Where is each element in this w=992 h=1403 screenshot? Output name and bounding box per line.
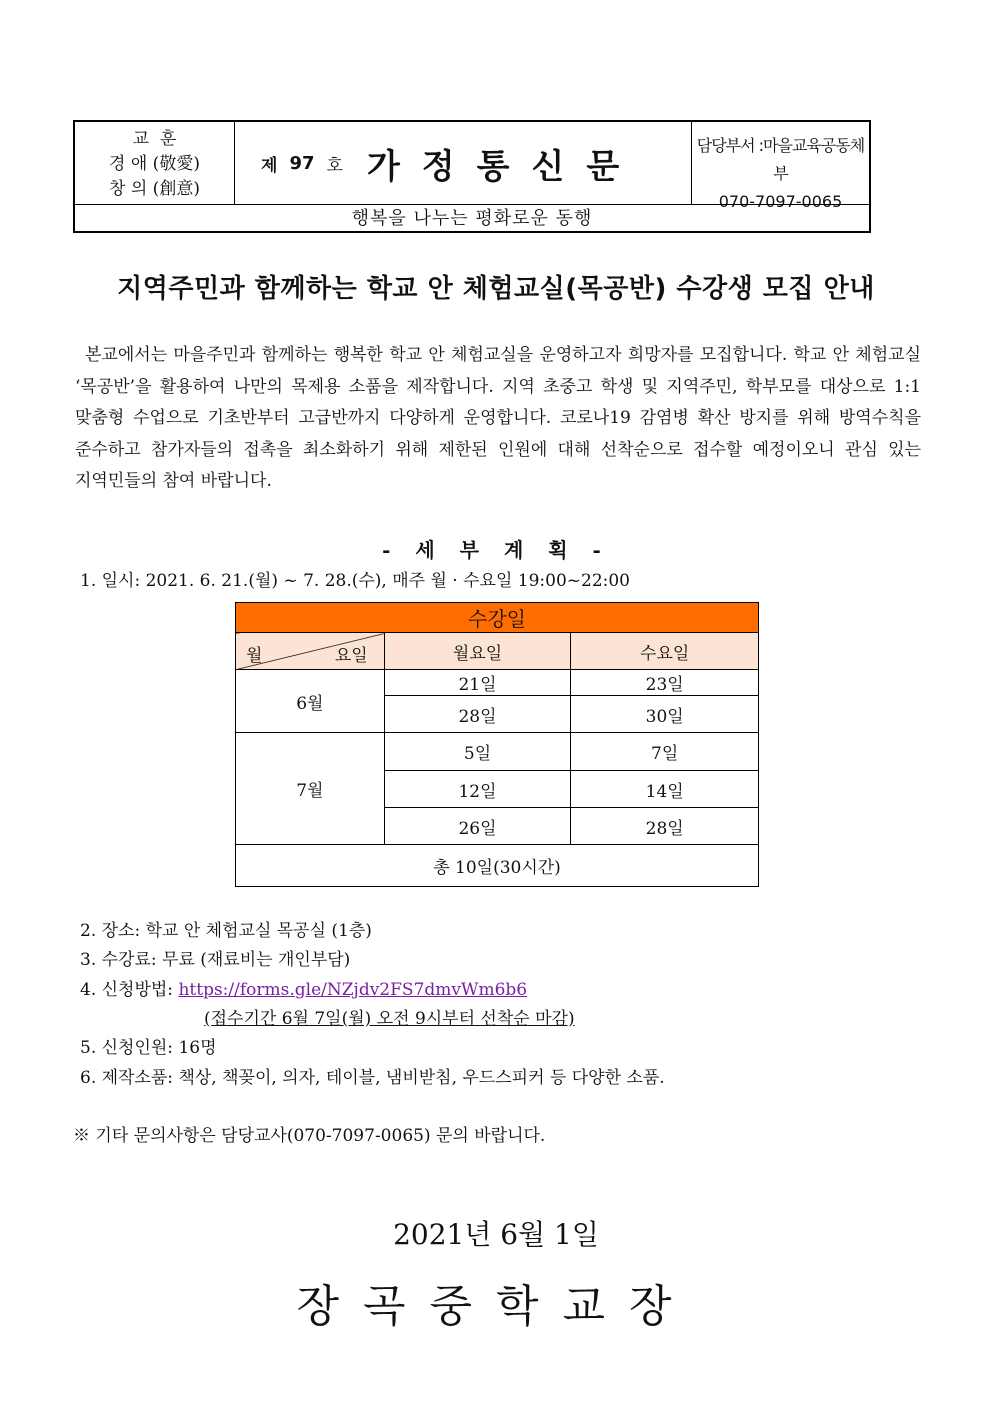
table-cell: 5일 xyxy=(384,733,571,771)
diag-day-label: 요일 xyxy=(334,646,368,666)
diagonal-header-cell xyxy=(236,633,385,670)
issue-suffix: 호 xyxy=(326,155,343,176)
paper-title: 가정통신문 xyxy=(366,146,642,187)
issue-title-cell xyxy=(235,122,692,204)
item-capacity: 5. 신청인원: 16명 xyxy=(80,1038,217,1058)
section-heading: - 세 부 계 획 - xyxy=(382,538,610,562)
table-cell: 7일 xyxy=(571,733,759,771)
table-total: 총 10일(30시간) xyxy=(236,845,759,887)
table-cell: 28일 xyxy=(571,808,759,845)
department-phone: 070-7097-0065 xyxy=(718,192,843,211)
apply-label: 4. 신청방법: xyxy=(80,980,179,1000)
school-motto xyxy=(75,122,235,204)
intro-text: 본교에서는 마을주민과 함께하는 행복한 학교 안 체험교실을 운영하고자 희망자를 모집합니다. 학교 안 체험교실 ‘목공반’을 활용하여 나만의 목제용 소품을 제작합니다. 지역 초중고 학생 및 지역주민, 학부모를 대상으로 1:1 맞춤형 수업으로 기초반부터 고급반까지 다양하게 운영합니다. 코로나19 감염병 확산 방지를 위해 방역수칙을 준수하고 참가자들의 접촉을 최소화하기 위해 제한된 인원에 대해 선착순으로 접수할 예정이오니 관심 있는 지역민들의 참여 바랍니다. xyxy=(75,345,921,491)
item-products: 6. 제작소품: 책상, 책꽂이, 의자, 테이블, 냄비받침, 우드스피커 등 다양한 소품. xyxy=(80,1068,665,1088)
motto-line-2: 창 의 (創意) xyxy=(109,179,200,199)
item-apply xyxy=(80,978,527,1002)
contact-note: ※ 기타 문의사항은 담당교사(070-7097-0065) 문의 바랍니다. xyxy=(73,1126,546,1146)
table-cell: 28일 xyxy=(384,696,571,733)
intro-paragraph xyxy=(75,340,921,498)
diag-month-label: 월 xyxy=(246,646,263,666)
month-july: 7월 xyxy=(236,733,385,845)
column-monday: 월요일 xyxy=(384,633,571,670)
item-fee: 3. 수강료: 무료 (재료비는 개인부담) xyxy=(80,950,351,970)
table-cell: 21일 xyxy=(384,670,571,696)
department-cell xyxy=(692,122,869,214)
table-cell: 14일 xyxy=(571,771,759,808)
item-place: 2. 장소: 학교 안 체험교실 목공실 (1층) xyxy=(80,921,372,941)
motto-title: 교 훈 xyxy=(132,129,177,149)
table-cell: 12일 xyxy=(384,771,571,808)
schedule-line: 1. 일시: 2021. 6. 21.(월) ~ 7. 28.(수), 매주 월 · 수요일 19:00~22:00 xyxy=(80,571,630,591)
apply-note: (접수기간 6월 7일(월) 오전 9시부터 선착순 마감) xyxy=(204,1009,575,1029)
month-june: 6월 xyxy=(236,670,385,733)
page-title: 지역주민과 함께하는 학교 안 체험교실(목공반) 수강생 모집 안내 xyxy=(117,274,875,304)
principal-signature: 장곡중학교장 xyxy=(296,1281,696,1332)
apply-link[interactable]: https://forms.gle/NZjdv2FS7dmvWm6b6 xyxy=(178,980,528,1000)
school-slogan: 행복을 나누는 평화로운 동행 xyxy=(75,204,869,231)
department-name: 담당부서 :마을교육공동체부 xyxy=(696,136,865,183)
table-cell: 30일 xyxy=(571,696,759,733)
issue-number: 97 xyxy=(289,152,315,174)
schedule-table xyxy=(235,602,759,887)
issue-date: 2021년 6월 1일 xyxy=(393,1218,599,1251)
column-wednesday: 수요일 xyxy=(571,633,759,670)
table-cell: 26일 xyxy=(384,808,571,845)
issue-prefix: 제 xyxy=(261,155,278,176)
motto-line-1: 경 애 (敬愛) xyxy=(109,154,200,174)
newsletter-header xyxy=(73,120,871,233)
table-cell: 23일 xyxy=(571,670,759,696)
table-caption: 수강일 xyxy=(236,603,759,633)
